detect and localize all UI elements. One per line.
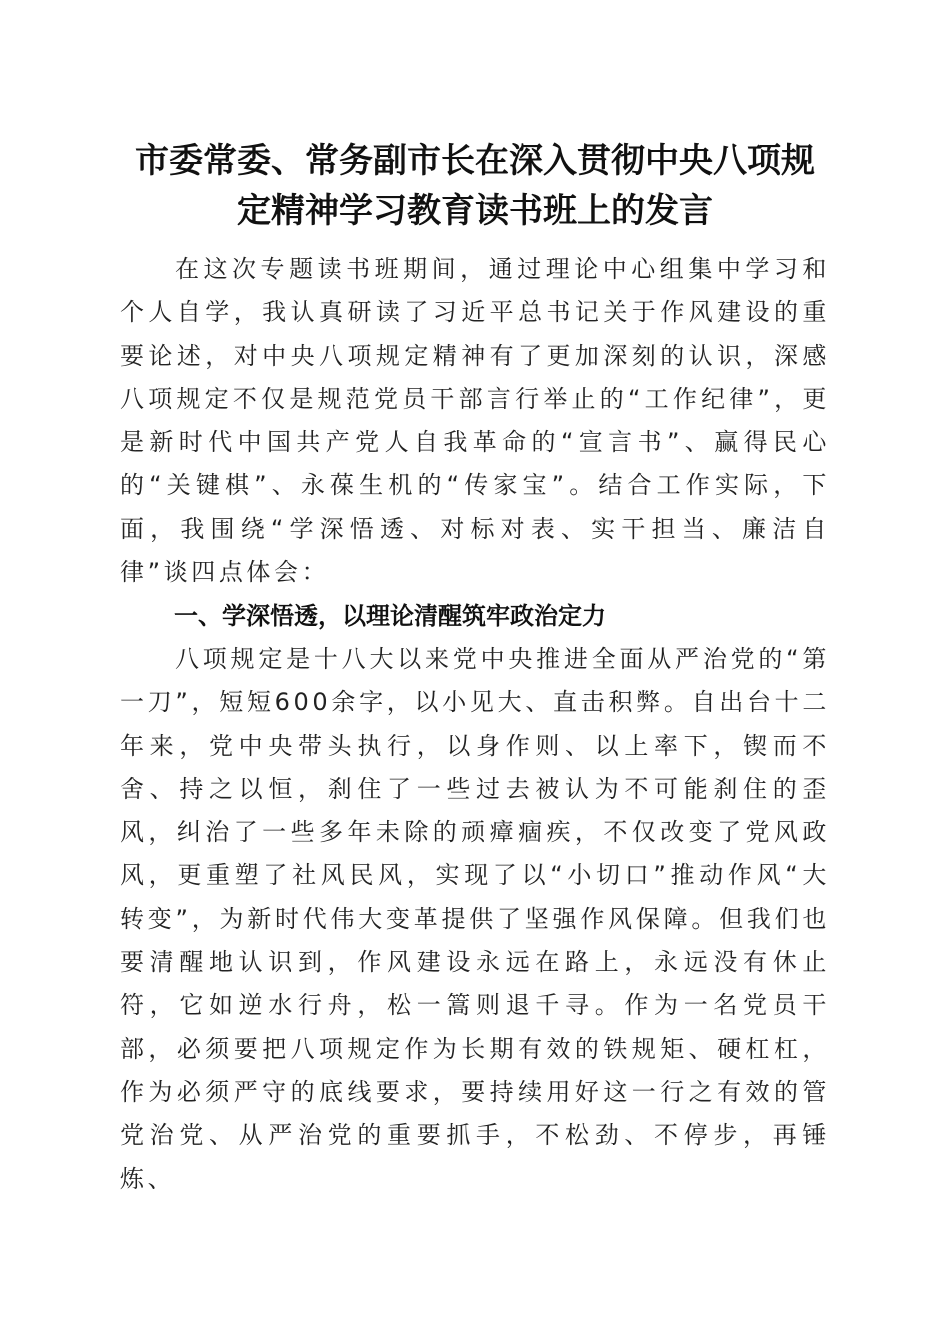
section-heading-1: 一、学深悟透，以理论清醒筑牢政治定力 <box>174 602 606 630</box>
document-title-line-2: 定精神学习教育读书班上的发言 <box>237 191 713 231</box>
section-1-paragraph: 八项规定是十八大以来党中央推进全面从严治党的“第一刀”，短短600余字，以小见大、直击积弊。自出台十二年来，党中央带头执行，以身作则、以上率下，锲而不舍、持之以恒，刹住了一些过去被认为不可能刹住的歪风，纠治了一些多年未除的顽瘴痼疾，不仅改变了党风政风，更重塑了社风民风，实现了以“小切口”推动作风“大转变”，为新时代伟大变革提供了坚强作风保障。但我们也要清醒地认识到，作风建设永远在路上，永远没有休止符，它如逆水行舟，松一篙则退千寻。作为一名党员干部，必须要把八项规定作为长期有效的铁规矩、硬杠杠，作为必须严守的底线要求，要持续用好这一行之有效的管党治党、从严治党的重要抓手，不松劲、不停步，再锤炼、 <box>120 645 830 1193</box>
document-title-line-1: 市委常委、常务副市长在深入贯彻中央八项规 <box>135 141 815 181</box>
intro-paragraph: 在这次专题读书班期间，通过理论中心组集中学习和个人自学，我认真研读了习近平总书记关于作风建设的重要论述，对中央八项规定精神有了更加深刻的认识，深感八项规定不仅是规范党员干部言行举止的“工作纪律”，更是新时代中国共产党人自我革命的“宣言书”、赢得民心的“关键棋”、永葆生机的“传家宝”。结合工作实际，下面，我围绕“学深悟透、对标对表、实干担当、廉洁自律”谈四点体会： <box>120 255 830 587</box>
